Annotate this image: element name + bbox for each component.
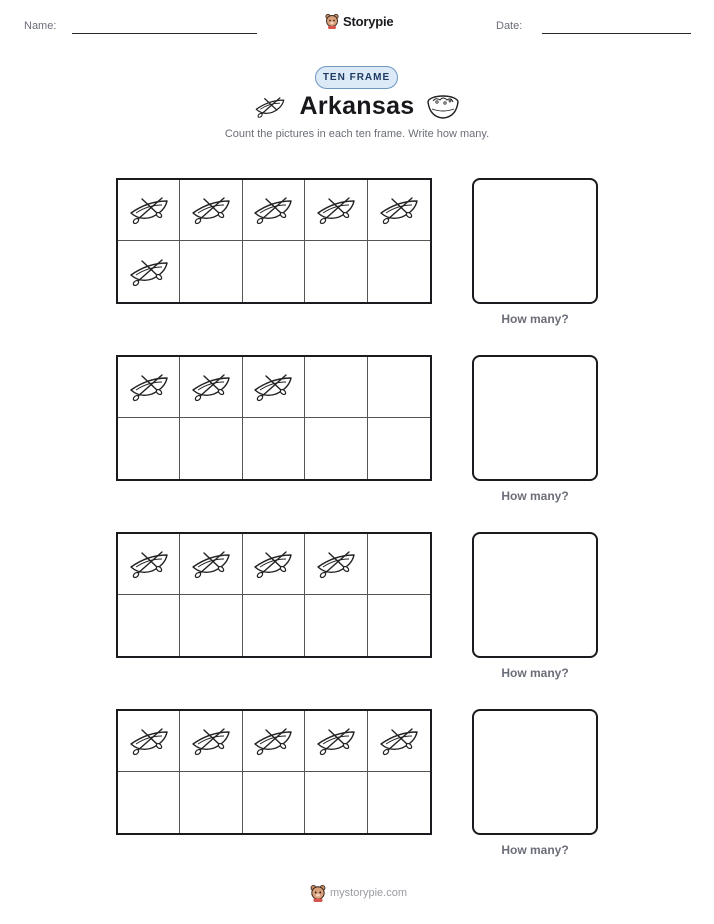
footer-url: mystorypie.com (330, 887, 408, 899)
ten-frame-cell (368, 357, 430, 418)
ten-frame (116, 709, 432, 835)
canoe-icon (315, 726, 357, 756)
how-many-label: How many? (501, 489, 569, 503)
ten-frame-cell (180, 241, 242, 302)
ten-frame-cell (368, 418, 430, 479)
canoe-icon (128, 257, 170, 287)
ten-frame-cell (180, 418, 242, 479)
answer-box[interactable] (472, 355, 598, 481)
bowl-icon (426, 93, 460, 121)
brand-logo (325, 13, 393, 29)
ten-frame-cell (118, 711, 180, 772)
ten-frame-cell (118, 357, 180, 418)
ten-frame-cell (180, 595, 242, 656)
canoe-icon (315, 195, 357, 225)
ten-frame-cell (243, 534, 305, 595)
ten-frame-cell (180, 711, 242, 772)
ten-frame-cell (243, 357, 305, 418)
answer-box[interactable] (472, 709, 598, 835)
ten-frame-cell (118, 772, 180, 833)
canoe-icon (128, 195, 170, 225)
ten-frame-cell (305, 772, 367, 833)
ten-frame-cell (305, 241, 367, 302)
canoe-icon (128, 372, 170, 402)
ten-frame (116, 178, 432, 304)
canoe-icon (252, 726, 294, 756)
ten-frame-cell (305, 357, 367, 418)
brand-name: Storypie (343, 13, 394, 29)
ten-frame-cell (368, 595, 430, 656)
ten-frame-cell (305, 534, 367, 595)
canoe-icon (378, 195, 420, 225)
ten-frame-cell (368, 241, 430, 302)
worksheet-type-badge: TEN FRAME (315, 66, 398, 89)
ten-frame-cell (180, 534, 242, 595)
ten-frame (116, 355, 432, 481)
how-many-label: How many? (501, 843, 569, 857)
canoe-icon (252, 372, 294, 402)
canoe-icon (252, 195, 294, 225)
canoe-icon (190, 726, 232, 756)
date-line[interactable] (542, 33, 691, 34)
bear-mascot-icon (325, 13, 339, 29)
answer-box[interactable] (472, 532, 598, 658)
how-many-label: How many? (501, 312, 569, 326)
ten-frame-cell (368, 711, 430, 772)
ten-frame-cell (243, 241, 305, 302)
instructions: Count the pictures in each ten frame. Write how many. (224, 128, 490, 140)
canoe-icon (190, 549, 232, 579)
ten-frame-cell (305, 595, 367, 656)
bear-mascot-icon (310, 884, 326, 902)
canoe-icon (315, 549, 357, 579)
canoe-icon (128, 726, 170, 756)
footer (310, 884, 407, 902)
name-label: Name: (24, 20, 57, 32)
ten-frame-cell (118, 241, 180, 302)
canoe-icon (128, 549, 170, 579)
name-line[interactable] (72, 33, 257, 34)
date-label: Date: (496, 20, 523, 32)
answer-box[interactable] (472, 178, 598, 304)
canoe-icon (378, 726, 420, 756)
ten-frame (116, 532, 432, 658)
ten-frame-cell (368, 180, 430, 241)
ten-frame-cell (243, 418, 305, 479)
canoe-icon (252, 549, 294, 579)
ten-frame-cell (118, 180, 180, 241)
ten-frame-cell (118, 534, 180, 595)
ten-frame-cell (243, 595, 305, 656)
ten-frame-cell (243, 711, 305, 772)
ten-frame-cell (243, 180, 305, 241)
ten-frame-cell (180, 772, 242, 833)
ten-frame-cell (180, 180, 242, 241)
how-many-label: How many? (501, 666, 569, 680)
ten-frame-cell (305, 711, 367, 772)
ten-frame-cell (180, 357, 242, 418)
ten-frame-cell (243, 772, 305, 833)
ten-frame-cell (368, 772, 430, 833)
page-title: Arkansas (299, 92, 415, 120)
ten-frame-cell (368, 534, 430, 595)
ten-frame-cell (305, 180, 367, 241)
ten-frame-cell (118, 418, 180, 479)
canoe-icon (190, 195, 232, 225)
ten-frame-cell (118, 595, 180, 656)
ten-frame-cell (305, 418, 367, 479)
canoe-icon (190, 372, 232, 402)
